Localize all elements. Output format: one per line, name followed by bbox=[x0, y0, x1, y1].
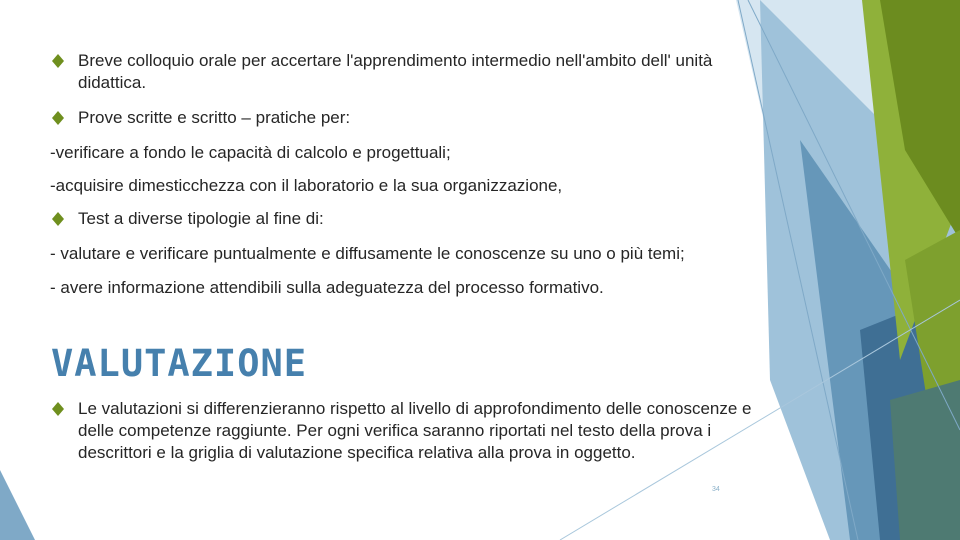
bullet-item-prove-scritte bbox=[50, 107, 350, 129]
bullet-item-colloquio bbox=[50, 50, 712, 94]
bullet-text bbox=[78, 398, 752, 464]
text-line: Test a diverse tipologie al fine di: bbox=[78, 209, 324, 228]
plain-line-valutare: - valutare e verificare puntualmente e diffusamente le conoscenze su uno o più temi; bbox=[50, 244, 685, 263]
text-line: Breve colloquio orale per accertare l'apprendimento intermedio nell'ambito dell' unità bbox=[78, 51, 713, 70]
bullet-text bbox=[78, 50, 712, 94]
text-line: Prove scritte e scritto – pratiche per: bbox=[78, 108, 351, 127]
diamond-bullet-icon bbox=[50, 398, 78, 420]
bullet-item-valutazioni bbox=[50, 398, 752, 464]
slate-wedge bbox=[890, 380, 960, 540]
bottom-left-wedge bbox=[0, 470, 35, 540]
text-line: didattica. bbox=[78, 73, 147, 92]
diamond-bullet-icon bbox=[50, 107, 78, 129]
plain-line-acquisire: -acquisire dimesticchezza con il laboratorio e la sua organizzazione, bbox=[50, 176, 563, 195]
text-line: Le valutazioni si differenzieranno rispetto al livello di approfondimento delle conoscenze e bbox=[78, 399, 752, 418]
text-line: delle competenze raggiunte. Per ogni verifica saranno riportati nel testo della prova i bbox=[78, 421, 712, 440]
plain-line-avere: - avere informazione attendibili sulla adeguatezza del processo formativo. bbox=[50, 278, 604, 297]
diamond-bullet-icon bbox=[50, 50, 78, 72]
text-line: descrittori e la griglia di valutazione specifica relativa alla prova in oggetto. bbox=[78, 443, 636, 462]
bullet-text bbox=[78, 107, 350, 129]
diamond-bullet-icon bbox=[50, 208, 78, 230]
bullet-item-test bbox=[50, 208, 324, 230]
plain-line-verificare: -verificare a fondo le capacità di calcolo e progettuali; bbox=[50, 143, 451, 162]
page-number: 34 bbox=[712, 486, 720, 493]
bullet-text bbox=[78, 208, 324, 230]
section-heading: VALUTAZIONE bbox=[51, 342, 308, 385]
